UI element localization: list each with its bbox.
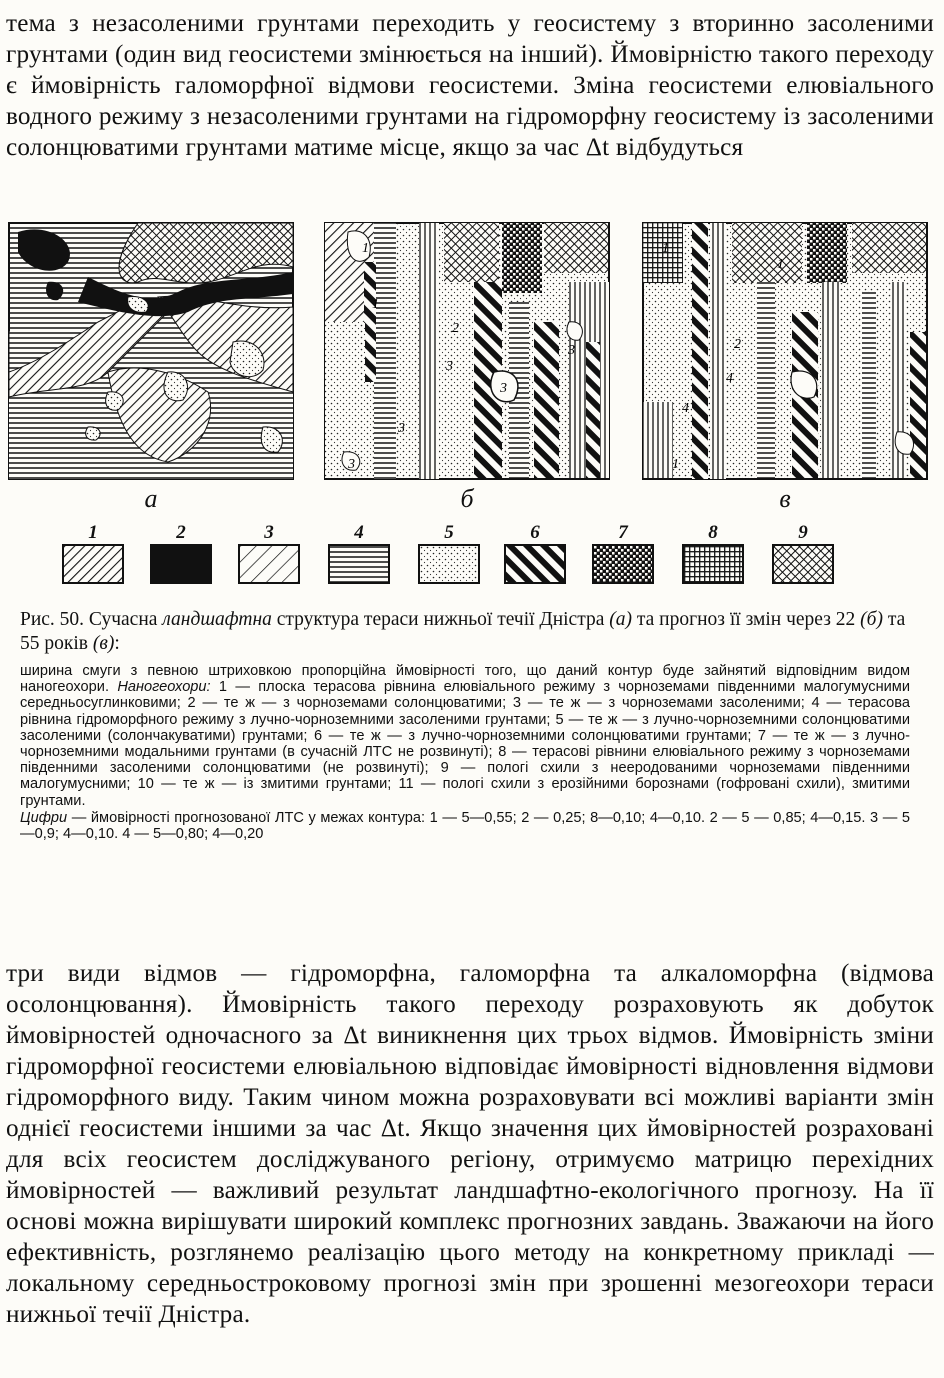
map-panel-c bbox=[642, 222, 928, 513]
caption-part-1: структура тераси нижньої течії Дністра bbox=[276, 609, 605, 630]
legend-item-9 bbox=[772, 522, 834, 584]
legend-swatch-sparse-diagonal bbox=[238, 544, 300, 584]
legend-item-6 bbox=[504, 522, 566, 584]
caption-part-3: та 55 років bbox=[20, 609, 906, 654]
legend-number: 5 bbox=[444, 522, 454, 543]
legend-item-5 bbox=[418, 522, 480, 584]
legend-item-1 bbox=[62, 522, 124, 584]
caption-letter-b: (б) bbox=[860, 609, 883, 630]
legend-swatch-solid-black bbox=[150, 544, 212, 584]
legend-swatch-grid bbox=[682, 544, 744, 584]
caption-part-2: та прогноз її змін через 22 bbox=[636, 609, 856, 630]
legend-item-4 bbox=[328, 522, 390, 584]
map-letter-a: а bbox=[144, 484, 158, 513]
figure-notes bbox=[20, 663, 910, 842]
map-panel-b bbox=[324, 222, 610, 513]
legend-item-8 bbox=[682, 522, 744, 584]
legend-number: 2 bbox=[176, 522, 186, 543]
legend-swatch-bold-stripes bbox=[504, 544, 566, 584]
figure-caption bbox=[20, 608, 920, 656]
caption-end: : bbox=[114, 633, 120, 654]
notes-digits bbox=[20, 810, 910, 842]
map-c-label-6: 1 bbox=[672, 457, 679, 472]
map-letter-b: б bbox=[460, 484, 474, 513]
legend-number: 8 bbox=[708, 522, 718, 543]
legend-item-2 bbox=[150, 522, 212, 584]
legend-number: 3 bbox=[264, 522, 274, 543]
caption-italic: ландшафтна bbox=[162, 609, 272, 630]
legend-item-3 bbox=[238, 522, 300, 584]
map-panel-a bbox=[8, 222, 294, 513]
legend-swatch-crosshatch bbox=[772, 544, 834, 584]
legend-swatch-checker bbox=[592, 544, 654, 584]
figure-legend bbox=[0, 522, 944, 592]
map-b-drawing bbox=[324, 222, 610, 480]
caption-letter-c: (в) bbox=[92, 633, 115, 654]
legend-swatch-diagonal-hatch bbox=[62, 544, 124, 584]
map-b-label-1: 1 bbox=[362, 241, 369, 256]
notes-items: 1 — плоска терасова рівнина елювіального режиму з чорноземами південними малогумусними середньосуглинковими; 2 — те ж — з чорноземами солонцюватими; 3 — те ж — з чорноземами засоленими; 4 — терасова рівнина гідроморфного режиму з лучно-чорноземними засоленими грунтами; 5 — те ж — з лучно-чорноземними солонцюватими засоленими (солончакуватими) грунтами; 6 — те ж — з лучно-чорноземними солонцюватими грунтами; 7 — те ж — з лучно-чорноземними модальними грунтами (в сучасній ЛТС не розвинуті); 8 — терасові рівнини елювіального режиму з чорноземами південними засоленими солонцюватими (не розвинуті); 9 — пологі схили з нееродованими чорноземами південними малогумусними; 10 — те ж — із змитими грунтами; 11 — пологі схили з ерозійними борознами (гофровані схили), змитими грунтами. bbox=[20, 679, 910, 809]
notes-digits-text: — ймовірності прогнозованої ЛТС у межах контура: 1 — 5—0,55; 2 — 0,25; 8—0,10; 4—0,10. 2 — 5 — 0,85; 4—0,15. 3 — 5—0,9; 4—0,10. 4 — 5—0,80; 4—0,20 bbox=[20, 809, 910, 843]
map-c-drawing bbox=[642, 222, 928, 480]
notes-nano-label: Наногеохори: bbox=[117, 679, 211, 696]
map-a-drawing bbox=[8, 222, 294, 480]
legend-number: 1 bbox=[88, 522, 98, 543]
map-b-label-3: 2 bbox=[452, 321, 459, 336]
figure-maps bbox=[0, 222, 944, 512]
legend-swatch-horizontal-lines bbox=[328, 544, 390, 584]
map-c-label-5: 4 bbox=[682, 401, 689, 416]
legend-number: 9 bbox=[798, 522, 808, 543]
notes-intro: ширина смуги з певною штриховкою пропорційна ймовірності того, що даний контур буде зайнятий відповідним видом наногеохори. bbox=[20, 663, 910, 696]
legend-number: 4 bbox=[354, 522, 364, 543]
notes-digits-label: Цифри bbox=[20, 809, 68, 826]
map-c-label-1: 1 bbox=[662, 241, 669, 256]
caption-lead: Рис. 50. Сучасна bbox=[20, 609, 158, 630]
map-letter-c: в bbox=[779, 484, 791, 513]
legend-number: 6 bbox=[530, 522, 540, 543]
map-b-label-2: 1 bbox=[372, 297, 379, 312]
legend-number: 7 bbox=[618, 522, 628, 543]
map-c-label-3: 2 bbox=[734, 337, 741, 352]
map-b-label-6: 3 bbox=[500, 381, 507, 396]
caption-letter-a: (а) bbox=[609, 609, 633, 630]
top-paragraph: тема з незасоленими грунтами переходить у геосистему з вторинно засоленими грунтами (один вид геосистеми змінюється на інший). Ймовірністю такого переходу є ймовірність галоморфної відмови геосистеми. Зміна геосистеми елювіального водного режиму з незасоленими грунтами на гідроморфну геосистему із засоленими солонцюватими грунтами матиме місце, якщо за час Δt відбудуться bbox=[6, 10, 934, 161]
legend-item-7 bbox=[592, 522, 654, 584]
map-b-label-8: 3 bbox=[348, 457, 355, 472]
legend-swatch-dots bbox=[418, 544, 480, 584]
map-b-label-5: 3 bbox=[446, 359, 453, 374]
map-b-label-7: 3 bbox=[398, 421, 405, 436]
notes-legend-text bbox=[20, 663, 910, 809]
bottom-paragraph: три види відмов — гідроморфна, галоморфна та алкаломорфна (відмова осолонцювання). Ймовірність такого переходу розраховують як добуток ймовірностей одночасного за Δt виникнення цих трьох відмов. Ймовірність зміни гідроморфної геосистеми елювіальною відповідає ймовірності відновлення відмови гідроморфного виду. Таким чином можна розраховувати всі можливі варіанти змін однієї геосистеми іншими за час Δt. Якщо значення цих ймовірностей розраховані для всіх геосистем досліджуваного регіону, отримуємо матрицю перехідних ймовірностей — важливий результат ландшафтно-екологічного прогнозу. На її основі можна вирішувати широкий комплекс прогнозних завдань. Зважаючи на його ефективність, розглянемо реалізацію цього методу на конкретному прикладі — локальному середньостроковому прогнозі змін при зрошенні мезогеохори тераси нижньої течії Дністра. bbox=[6, 960, 934, 1328]
map-b-label-4: 3 bbox=[568, 343, 575, 358]
map-c-label-4: 4 bbox=[726, 371, 733, 386]
map-c-label-2: 1 bbox=[777, 257, 784, 272]
